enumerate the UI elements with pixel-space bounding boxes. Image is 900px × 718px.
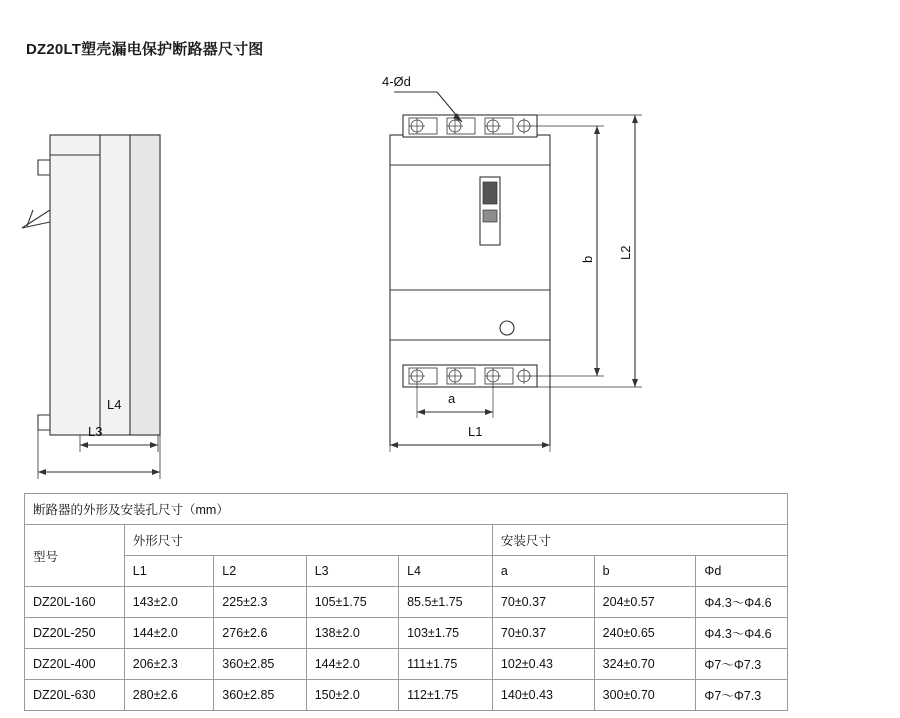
table-caption-row — [25, 494, 788, 525]
cell-model: DZ20L-250 — [25, 618, 125, 649]
table-row — [25, 649, 788, 680]
cell-phi-d: Φ4.3～Φ4.6 — [696, 587, 788, 618]
cell-l4: 112±1.75 — [399, 680, 493, 711]
label-l3: L3 — [88, 424, 103, 439]
cell-l3: 144±2.0 — [306, 649, 398, 680]
cell-b: 240±0.65 — [594, 618, 696, 649]
dimension-drawing — [0, 60, 900, 480]
label-b: b — [580, 255, 595, 263]
cell-model: DZ20L-400 — [25, 649, 125, 680]
label-l1: L1 — [468, 424, 483, 439]
cell-l1: 143±2.0 — [124, 587, 214, 618]
cell-b: 204±0.57 — [594, 587, 696, 618]
label-l2: L2 — [618, 245, 633, 260]
label-a: a — [448, 391, 456, 406]
cell-phi-d: Φ4.3～Φ4.6 — [696, 618, 788, 649]
header-l4: L4 — [399, 556, 493, 587]
cell-l2: 360±2.85 — [214, 649, 306, 680]
header-mounting: 安装尺寸 — [492, 525, 787, 556]
cell-l4: 103±1.75 — [399, 618, 493, 649]
cell-a: 70±0.37 — [492, 587, 594, 618]
page-title: DZ20LT塑壳漏电保护断路器尺寸图 — [26, 41, 264, 58]
cell-l3: 105±1.75 — [306, 587, 398, 618]
cell-a: 140±0.43 — [492, 680, 594, 711]
dimensions-table — [24, 493, 788, 711]
cell-phi-d: Φ7～Φ7.3 — [696, 649, 788, 680]
cell-l1: 280±2.6 — [124, 680, 214, 711]
cell-l1: 206±2.3 — [124, 649, 214, 680]
cell-l2: 276±2.6 — [214, 618, 306, 649]
cell-l2: 360±2.85 — [214, 680, 306, 711]
front-view-body — [390, 115, 550, 445]
table-caption: 断路器的外形及安装孔尺寸（mm） — [25, 494, 788, 525]
cell-l3: 138±2.0 — [306, 618, 398, 649]
cell-a: 102±0.43 — [492, 649, 594, 680]
cell-a: 70±0.37 — [492, 618, 594, 649]
header-a: a — [492, 556, 594, 587]
cell-l1: 144±2.0 — [124, 618, 214, 649]
cell-l3: 150±2.0 — [306, 680, 398, 711]
cell-l4: 85.5±1.75 — [399, 587, 493, 618]
front-view-toggle — [480, 177, 500, 245]
header-model: 型号 — [25, 525, 125, 587]
table-group-header-row — [25, 525, 788, 556]
table-row — [25, 680, 788, 711]
side-view-handle — [22, 210, 50, 228]
table-row — [25, 618, 788, 649]
header-outline: 外形尺寸 — [124, 525, 492, 556]
drawing-svg — [0, 60, 900, 480]
header-b: b — [594, 556, 696, 587]
header-phi-d: Φd — [696, 556, 788, 587]
cell-model: DZ20L-630 — [25, 680, 125, 711]
header-l1: L1 — [124, 556, 214, 587]
cell-model: DZ20L-160 — [25, 587, 125, 618]
label-hole-callout: 4-Ød — [382, 74, 411, 89]
header-l2: L2 — [214, 556, 306, 587]
cell-l2: 225±2.3 — [214, 587, 306, 618]
table-row — [25, 587, 788, 618]
table-column-header-row — [25, 556, 788, 587]
label-l4: L4 — [107, 397, 122, 412]
cell-b: 324±0.70 — [594, 649, 696, 680]
side-view-body — [38, 135, 160, 435]
header-l3: L3 — [306, 556, 398, 587]
cell-b: 300±0.70 — [594, 680, 696, 711]
cell-l4: 111±1.75 — [399, 649, 493, 680]
cell-phi-d: Φ7～Φ7.3 — [696, 680, 788, 711]
